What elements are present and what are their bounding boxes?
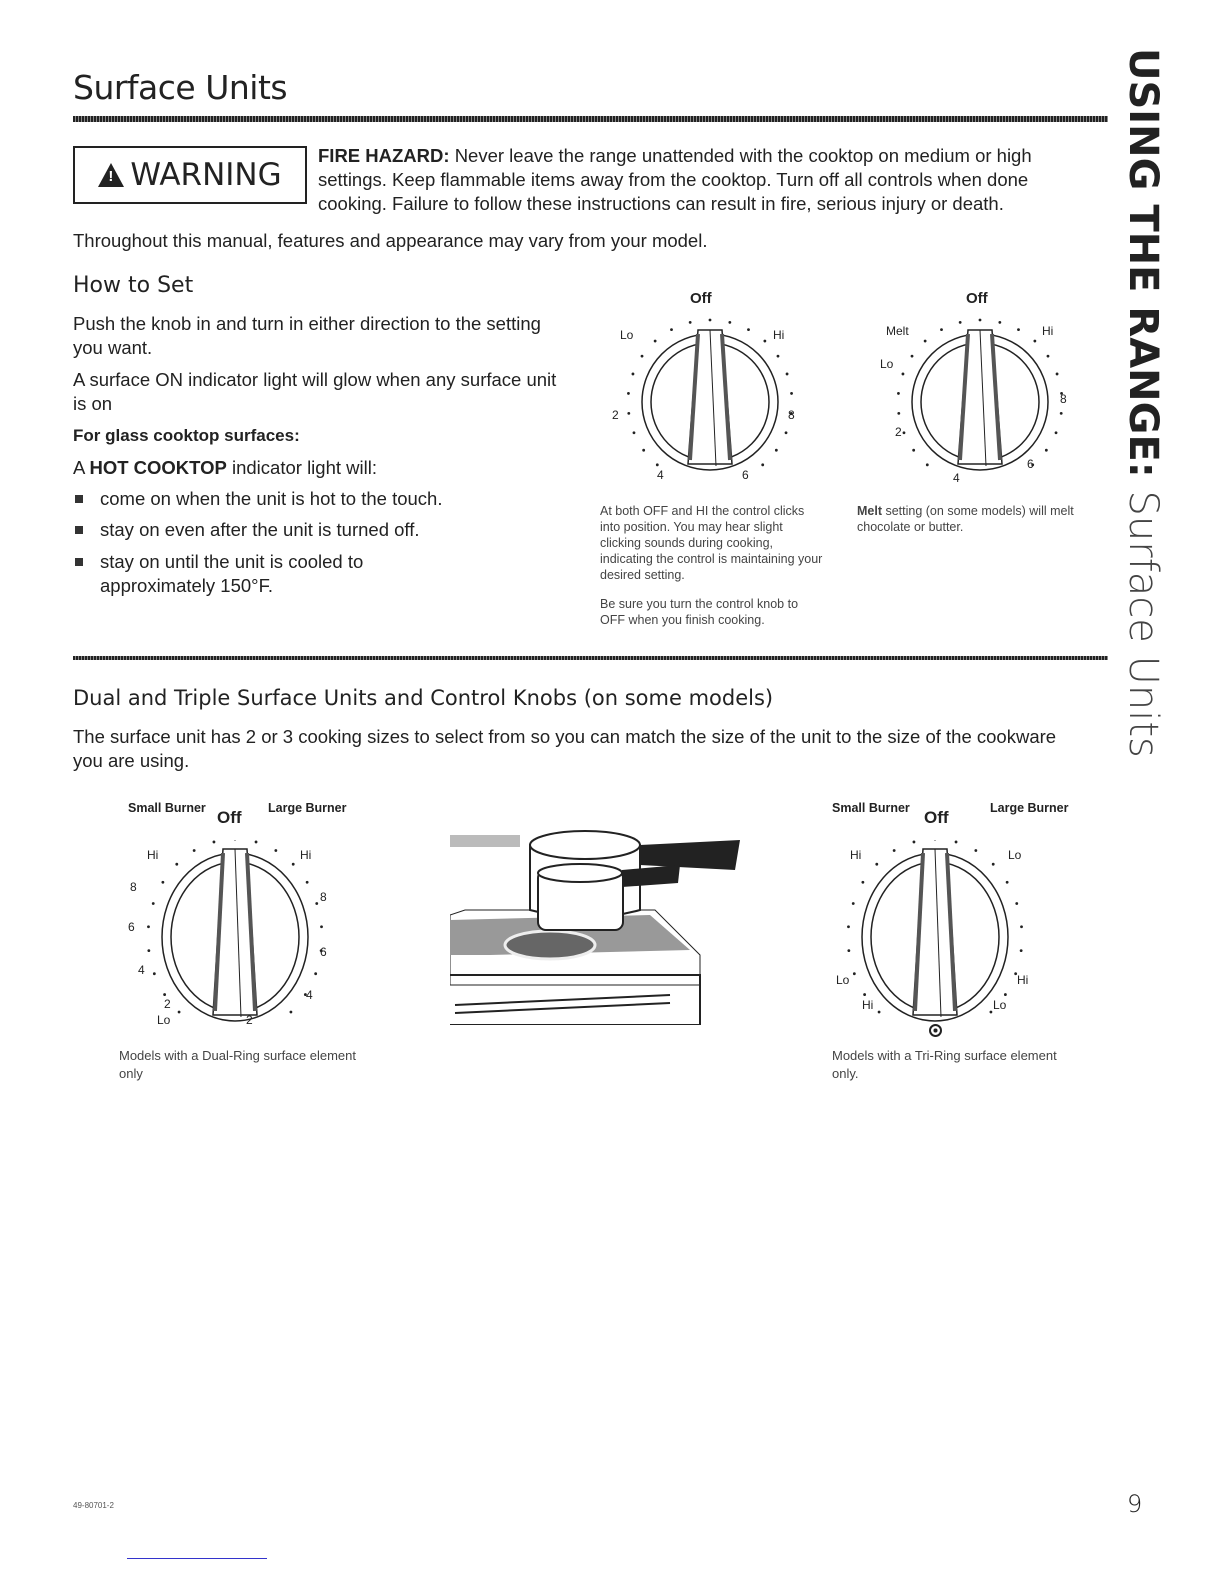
knob-tick bbox=[763, 340, 766, 343]
knob-tick bbox=[990, 1011, 993, 1014]
knob-tick bbox=[153, 972, 156, 975]
knob-tick bbox=[1015, 902, 1018, 905]
knob-tick bbox=[656, 463, 659, 466]
how-to-set-p2: A surface ON indicator light will glow when any surface unit is on bbox=[73, 369, 557, 414]
knob-label-off: Off bbox=[690, 290, 712, 307]
knob-label: 6 bbox=[1027, 457, 1034, 471]
knob-label: 2 bbox=[246, 1013, 253, 1027]
knob-label-off: Off bbox=[217, 808, 242, 827]
knob-tick bbox=[292, 863, 295, 866]
knob-label: 2 bbox=[895, 425, 902, 439]
knob-tick bbox=[670, 328, 673, 331]
knob-tick bbox=[912, 449, 915, 452]
knob-tick bbox=[897, 392, 900, 395]
knob-label: 6 bbox=[320, 945, 327, 959]
knob-tick bbox=[747, 328, 750, 331]
knob-tick bbox=[314, 972, 317, 975]
knob-label: Hi bbox=[862, 998, 874, 1012]
knob-tick bbox=[875, 863, 878, 866]
knob-tick bbox=[974, 849, 977, 852]
knob-tick bbox=[924, 340, 927, 343]
knob-tick bbox=[893, 849, 896, 852]
knob-tick bbox=[903, 431, 906, 434]
bullet-item: come on when the unit is hot to the touch. bbox=[73, 487, 442, 511]
knob-tick bbox=[274, 849, 277, 852]
knob-tick bbox=[911, 355, 914, 358]
side-tab-subsection: Surface Units bbox=[1120, 490, 1166, 758]
knob-label: Lo bbox=[836, 973, 850, 987]
knob-label: Hi bbox=[773, 328, 785, 342]
hot-rest: indicator light will: bbox=[226, 457, 377, 478]
knob-label: Hi bbox=[1042, 324, 1054, 338]
knob-tick bbox=[306, 881, 309, 884]
knob-label: 2 bbox=[612, 408, 619, 422]
knob-tick bbox=[633, 431, 636, 434]
knob-label: Lo bbox=[157, 1013, 171, 1027]
knob-tick bbox=[161, 881, 164, 884]
knob-tick bbox=[861, 881, 864, 884]
knob-tick bbox=[627, 412, 630, 415]
warning-triangle-icon bbox=[98, 163, 124, 187]
knob-label: Hi bbox=[850, 848, 862, 862]
knob-tick bbox=[163, 993, 166, 996]
footer-line bbox=[127, 1558, 267, 1559]
caption-bold: Melt bbox=[857, 504, 882, 518]
knob-1-caption-2: Be sure you turn the control knob to OFF when you finish cooking. bbox=[600, 597, 799, 627]
knob-tick bbox=[786, 373, 789, 376]
knob-tick bbox=[1060, 412, 1063, 415]
knob-label: Hi bbox=[147, 848, 159, 862]
small-burner-label: Small Burner bbox=[832, 801, 910, 815]
knob-tick bbox=[913, 841, 916, 844]
knob-tick bbox=[878, 1011, 881, 1014]
tri-caption: Models with a Tri-Ring surface element only. bbox=[832, 1048, 1057, 1081]
warning-badge bbox=[73, 146, 307, 204]
how-to-set-heading: How to Set bbox=[73, 273, 194, 298]
knob-label-off: Off bbox=[924, 808, 949, 827]
knob-tick bbox=[955, 841, 958, 844]
knob-tick bbox=[632, 373, 635, 376]
dual-heading: Dual and Triple Surface Units and Control Knobs (on some models) bbox=[73, 686, 774, 710]
knob-tick bbox=[998, 321, 1001, 324]
knob-tick bbox=[897, 412, 900, 415]
knob-tick bbox=[1055, 431, 1058, 434]
knob-tick bbox=[785, 431, 788, 434]
dual-text: The surface unit has 2 or 3 cooking sizes to select from so you can match the size of the unit to the size of the cookware you are using. bbox=[73, 726, 1057, 771]
knob-tick bbox=[761, 463, 764, 466]
knob-label: 8 bbox=[1060, 392, 1067, 406]
section-rule bbox=[73, 656, 1108, 660]
warning-label: WARNING bbox=[130, 157, 282, 193]
large-burner-label: Large Burner bbox=[268, 801, 347, 815]
knob-tick bbox=[627, 392, 630, 395]
knob-tick bbox=[1033, 340, 1036, 343]
knob-label: 4 bbox=[657, 468, 664, 482]
knob-label: Melt bbox=[886, 324, 909, 338]
bullet-item: stay on even after the unit is turned off. bbox=[73, 518, 420, 542]
knob-tick bbox=[1004, 993, 1007, 996]
title-rule bbox=[73, 116, 1108, 122]
knob-label: Lo bbox=[620, 328, 634, 342]
knob-tick bbox=[847, 949, 850, 952]
glass-heading: For glass cooktop surfaces: bbox=[73, 426, 300, 445]
knob-tick bbox=[320, 925, 323, 928]
knob-tick bbox=[1056, 373, 1059, 376]
knob-tick bbox=[775, 449, 778, 452]
hot-bold: HOT COOKTOP bbox=[89, 457, 227, 478]
knob-tick bbox=[213, 841, 216, 844]
knob-label: 4 bbox=[138, 963, 145, 977]
caption-text: setting (on some models) will melt chocolate or butter. bbox=[857, 504, 1074, 534]
small-burner-label: Small Burner bbox=[128, 801, 206, 815]
knob-tick bbox=[940, 328, 943, 331]
knob-label: Hi bbox=[1017, 973, 1029, 987]
knob-label: 6 bbox=[128, 920, 135, 934]
knob-2-caption bbox=[857, 503, 1092, 535]
intro-text: Throughout this manual, features and appearance may vary from your model. bbox=[73, 230, 708, 251]
knob-tick bbox=[863, 993, 866, 996]
knob-tick bbox=[709, 319, 712, 322]
doc-number: 49-80701-2 bbox=[73, 1501, 114, 1510]
knob-tick bbox=[979, 319, 982, 322]
knob-tick bbox=[992, 863, 995, 866]
knob-tick bbox=[790, 392, 793, 395]
knob-tick bbox=[178, 1011, 181, 1014]
large-burner-marker-icon bbox=[929, 1024, 942, 1037]
knob-tick bbox=[1017, 328, 1020, 331]
large-burner-label: Large Burner bbox=[990, 801, 1069, 815]
hot-lead: A bbox=[73, 457, 90, 478]
knob-tick bbox=[959, 321, 962, 324]
hot-cooktop-line bbox=[73, 456, 377, 480]
page-number: 9 bbox=[1127, 1490, 1143, 1518]
knob-tick bbox=[689, 321, 692, 324]
knob-tick bbox=[642, 449, 645, 452]
warning-body: Never leave the range unattended with the cooktop on medium or high settings. Keep flammable items away from the cooktop. Turn off all controls when done cooking. Failure to follow these instructions can result in fire, serious injury or death. bbox=[318, 145, 1032, 214]
knob-tick bbox=[315, 902, 318, 905]
knob-tick bbox=[152, 902, 155, 905]
knob-tick bbox=[728, 321, 731, 324]
knob-tick bbox=[193, 849, 196, 852]
knob-tick bbox=[147, 949, 150, 952]
knob-tick bbox=[853, 972, 856, 975]
knob-tick bbox=[777, 355, 780, 358]
knob-tick bbox=[175, 863, 178, 866]
knob-tick bbox=[290, 1011, 293, 1014]
knob-label: 6 bbox=[742, 468, 749, 482]
knob-label-off: Off bbox=[966, 290, 988, 307]
knob-tick bbox=[641, 355, 644, 358]
knob-label: Lo bbox=[880, 357, 894, 371]
knob-label: Hi bbox=[300, 848, 312, 862]
knob-1-caption: At both OFF and HI the control clicks into position. You may hear slight clicking sounds during cooking, indicating the control is maintaining your desired setting. bbox=[600, 504, 823, 582]
knob-tick bbox=[1045, 449, 1048, 452]
cooktop-pot-illustration bbox=[450, 815, 750, 1025]
knob-tick bbox=[255, 841, 258, 844]
knob-label: 2 bbox=[164, 997, 171, 1011]
knob-tick bbox=[926, 463, 929, 466]
knob-label: 4 bbox=[306, 988, 313, 1002]
knob-tick bbox=[1047, 355, 1050, 358]
dual-caption: Models with a Dual-Ring surface element only bbox=[119, 1048, 356, 1081]
side-tab-section: USING THE RANGE: bbox=[1120, 48, 1166, 478]
side-tab bbox=[1120, 48, 1166, 758]
how-to-set-p1: Push the knob in and turn in either direction to the setting you want. bbox=[73, 313, 541, 358]
bullet-item: stay on until the unit is cooled to approximately 150°F. bbox=[73, 550, 433, 598]
knob-tick bbox=[147, 925, 150, 928]
knob-tick bbox=[654, 340, 657, 343]
knob-tick bbox=[1020, 925, 1023, 928]
knob-tick bbox=[852, 902, 855, 905]
knob-tick bbox=[1006, 881, 1009, 884]
warning-text bbox=[318, 144, 1098, 216]
page-title: Surface Units bbox=[73, 68, 288, 107]
knob-label: 4 bbox=[953, 471, 960, 485]
knob-label: Lo bbox=[1008, 848, 1022, 862]
knob-tick bbox=[902, 373, 905, 376]
knob-label: Lo bbox=[993, 998, 1007, 1012]
knob-label: 8 bbox=[788, 408, 795, 422]
knob-label: 8 bbox=[320, 890, 327, 904]
knob-tick bbox=[1020, 949, 1023, 952]
knob-label: 8 bbox=[130, 880, 137, 894]
knob-tick bbox=[847, 925, 850, 928]
warning-lead: FIRE HAZARD: bbox=[318, 145, 450, 166]
